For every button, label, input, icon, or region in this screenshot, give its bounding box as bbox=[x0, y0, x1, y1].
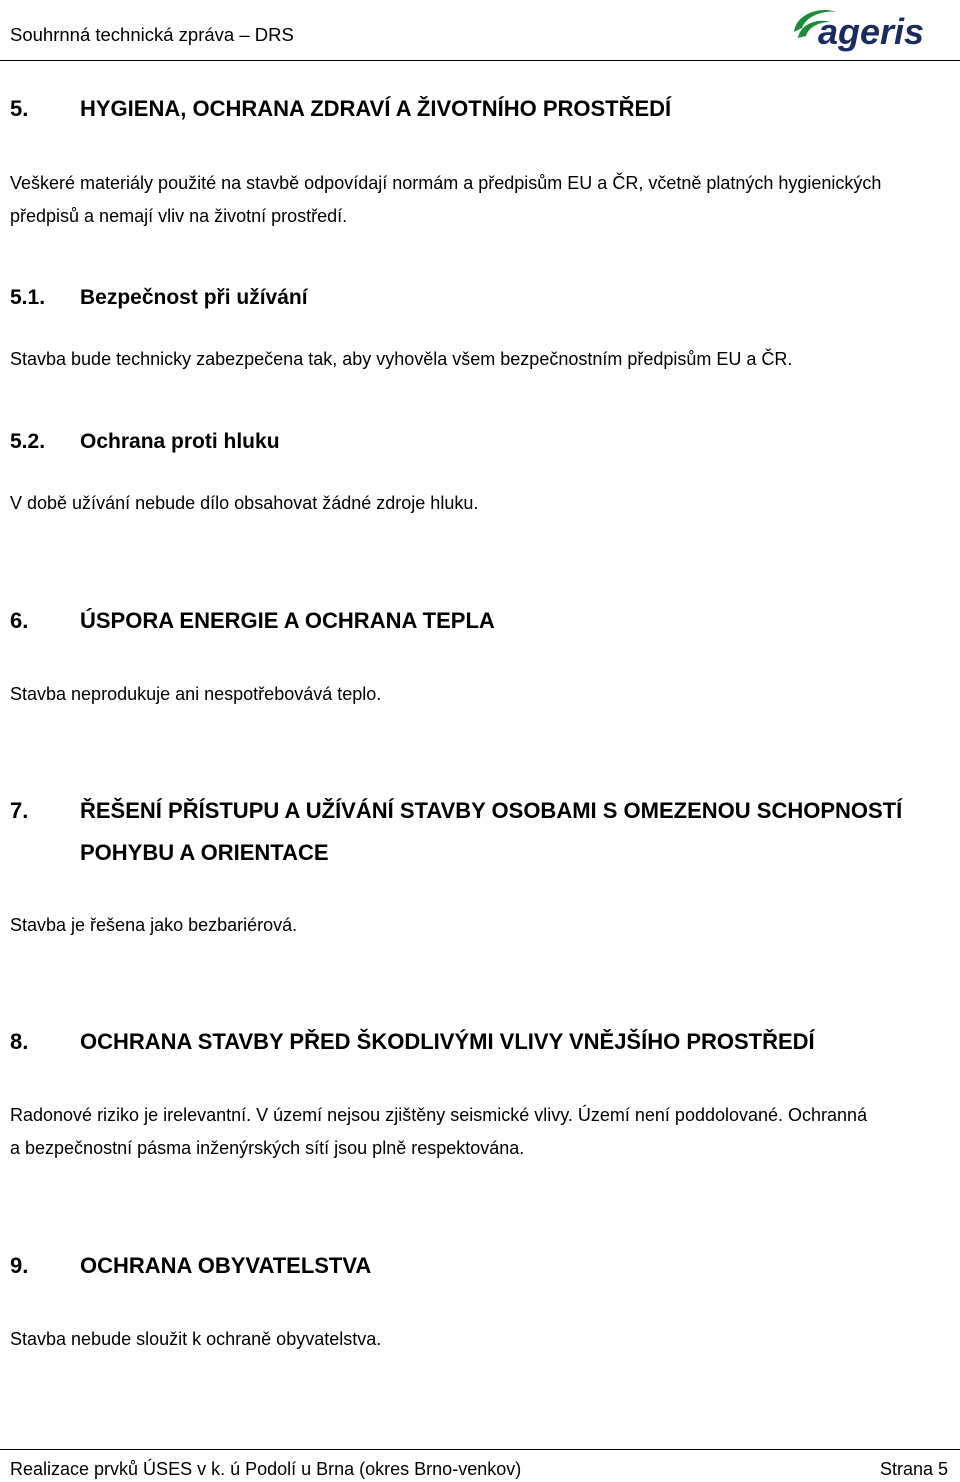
paragraph-line: Stavba neprodukuje ani nespotřebovává teplo. bbox=[10, 684, 382, 704]
section-title: OCHRANA OBYVATELSTVA bbox=[80, 1253, 372, 1278]
section-heading-9 bbox=[10, 1245, 371, 1287]
section-heading-5-1 bbox=[10, 283, 308, 313]
section-text-6 bbox=[10, 678, 955, 711]
section-text-5-1 bbox=[10, 343, 955, 376]
footer-divider bbox=[0, 1449, 960, 1450]
section-heading-5-2 bbox=[10, 427, 280, 457]
section-number: 5.2. bbox=[10, 430, 46, 453]
ageris-logo bbox=[790, 4, 952, 52]
section-text-5-2 bbox=[10, 487, 955, 520]
section-heading-8 bbox=[10, 1021, 815, 1063]
header-divider bbox=[0, 60, 960, 61]
section-heading-5 bbox=[10, 88, 671, 130]
section-text-5 bbox=[10, 167, 955, 233]
section-number: 5. bbox=[10, 96, 29, 121]
section-number: 9. bbox=[10, 1253, 29, 1278]
paragraph-line: Radonové riziko je irelevantní. V území nejsou zjištěny seismické vlivy. Území není poddolované. Ochranná bbox=[10, 1105, 868, 1125]
section-title: HYGIENA, OCHRANA ZDRAVÍ A ŽIVOTNÍHO PROSTŘEDÍ bbox=[80, 96, 672, 121]
section-text-7 bbox=[10, 909, 955, 942]
paragraph-line: V době užívání nebude dílo obsahovat žádné zdroje hluku. bbox=[10, 493, 479, 513]
section-title: Bezpečnost při užívání bbox=[80, 286, 308, 309]
paragraph-line: Stavba bude technicky zabezpečena tak, aby vyhověla všem bezpečnostním předpisům EU a ČR. bbox=[10, 349, 793, 369]
paragraph-line: Veškeré materiály použité na stavbě odpovídají normám a předpisům EU a ČR, včetně platných hygienických bbox=[10, 173, 882, 193]
section-title: ŘEŠENÍ PŘÍSTUPU A UŽÍVÁNÍ STAVBY OSOBAMI S OMEZENOU SCHOPNOSTÍ bbox=[80, 798, 903, 823]
svg-text:ageris: ageris bbox=[818, 11, 925, 52]
header-title: Souhrnná technická zpráva – DRS bbox=[10, 24, 294, 45]
section-text-9 bbox=[10, 1323, 955, 1356]
section-text-8 bbox=[10, 1099, 955, 1165]
paragraph-line: a bezpečnostní pásma inženýrských sítí jsou plně respektována. bbox=[10, 1138, 525, 1158]
footer-project-name: Realizace prvků ÚSES v k. ú Podolí u Brna (okres Brno-venkov) bbox=[10, 1459, 522, 1479]
section-title-continued: POHYBU A ORIENTACE bbox=[80, 840, 329, 865]
section-title: Ochrana proti hluku bbox=[80, 430, 280, 453]
paragraph-line: předpisů a nemají vliv na životní prostředí. bbox=[10, 206, 348, 226]
paragraph-line: Stavba je řešena jako bezbariérová. bbox=[10, 915, 298, 935]
section-title: OCHRANA STAVBY PŘED ŠKODLIVÝMI VLIVY VNĚJŠÍHO PROSTŘEDÍ bbox=[80, 1029, 815, 1054]
section-number: 5.1. bbox=[10, 286, 46, 309]
section-heading-6 bbox=[10, 600, 495, 642]
section-number: 7. bbox=[10, 798, 29, 823]
section-number: 8. bbox=[10, 1029, 29, 1054]
section-heading-7 bbox=[10, 790, 960, 874]
paragraph-line: Stavba nebude sloužit k ochraně obyvatelstva. bbox=[10, 1329, 382, 1349]
section-number: 6. bbox=[10, 608, 29, 633]
footer-page-number: Strana 5 bbox=[879, 1459, 948, 1479]
section-title: ÚSPORA ENERGIE A OCHRANA TEPLA bbox=[80, 608, 495, 633]
